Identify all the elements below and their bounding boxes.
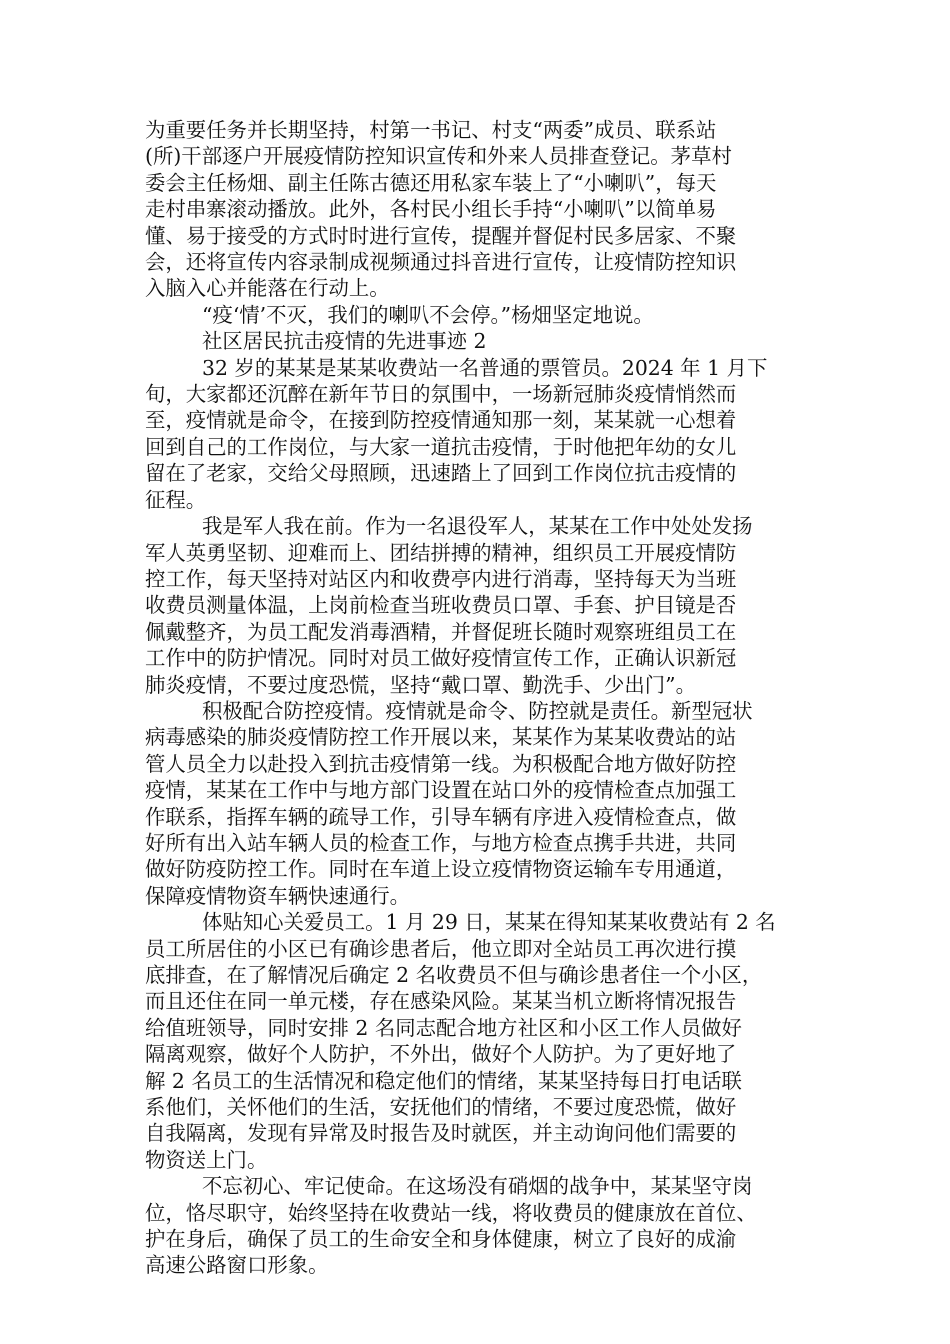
text-line: 走村串寨滚动播放。此外，各村民小组长手持“小喇叭”以简单易 (145, 197, 717, 222)
text-line: 收费员测量体温，上岗前检查当班收费员口罩、手套、护目镜是否 (145, 593, 737, 618)
paragraph-p6 (145, 698, 825, 909)
text-line: 不忘初心、牢记使命。在这场没有硝烟的战争中，某某坚守岗 (202, 1174, 753, 1199)
text-line: 控工作，每天坚持对站区内和收费亭内进行消毒，坚持每天为当班 (145, 566, 737, 591)
text-line: 留在了老家，交给父母照顾，迅速踏上了回到工作岗位抗击疫情的 (145, 461, 737, 486)
text-line: 而且还住在同一单元楼，存在感染风险。某某当机立断将情况报告 (145, 989, 737, 1014)
text-line: 疫情，某某在工作中与地方部门设置在站口外的疫情检查点加强工 (145, 778, 737, 803)
text-line: 懂、易于接受的方式时时进行宣传，提醒并督促村民多居家、不聚 (145, 223, 737, 248)
text-line: 员工所居住的小区已有确诊患者后，他立即对全站员工再次进行摸 (145, 936, 737, 961)
text-line: 32 岁的某某是某某收费站一名普通的票管员。2024 年 1 月下 (202, 355, 768, 380)
text-line: 保障疫情物资车辆快速通行。 (145, 883, 411, 908)
paragraph-p4 (145, 355, 825, 513)
paragraph-p7 (145, 909, 825, 1173)
text-line: (所)干部逐户开展疫情防控知识宣传和外来人员排查登记。茅草村 (145, 144, 732, 169)
text-line: 给值班领导，同时安排 2 名同志配合地方社区和小区工作人员做好 (145, 1015, 742, 1040)
text-line: 我是军人我在前。作为一名退役军人，某某在工作中处处发扬 (202, 514, 753, 539)
text-line: 积极配合防控疫情。疫情就是命令、防控就是责任。新型冠状 (202, 698, 753, 723)
text-line: 物资送上门。 (145, 1147, 268, 1172)
text-line: 系他们，关怀他们的生活，安抚他们的情绪，不要过度恐慌，做好 (145, 1095, 737, 1120)
text-line: 会，还将宣传内容录制成视频通过抖音进行宣传，让疫情防控知识 (145, 250, 737, 275)
document-body-text (145, 117, 825, 1279)
text-line: 旬，大家都还沉醉在新年节日的氛围中，一场新冠肺炎疫情悄然而 (145, 382, 737, 407)
text-line: 为重要任务并长期坚持，村第一书记、村支“两委”成员、联系站 (145, 118, 717, 142)
text-line: 工作中的防护情况。同时对员工做好疫情宣传工作，正确认识新冠 (145, 646, 737, 671)
text-line: 护在身后，确保了员工的生命安全和身体健康，树立了良好的成渝 (145, 1227, 737, 1252)
text-line: 好所有出入站车辆人员的检查工作，与地方检查点携手共进，共同 (145, 830, 737, 855)
text-line: “疫‘情’不灭，我们的喇叭不会停。”杨畑坚定地说。 (202, 302, 654, 327)
paragraph-p3 (145, 328, 825, 354)
text-line: 肺炎疫情，不要过度恐慌，坚持“戴口罩、勤洗手、少出门”。 (145, 672, 697, 697)
text-line: 底排查，在了解情况后确定 2 名收费员不但与确诊患者住一个小区， (145, 963, 763, 987)
text-line: 解 2 名员工的生活情况和稳定他们的情绪，某某坚持每日打电话联 (145, 1068, 742, 1093)
text-line: 佩戴整齐，为员工配发消毒酒精，并督促班长随时观察班组员工在 (145, 619, 737, 644)
text-line: 体贴知心关爱员工。1 月 29 日，某某在得知某某收费站有 2 名 (202, 910, 776, 935)
paragraph-p5 (145, 513, 825, 698)
text-line: 至，疫情就是命令，在接到防控疫情通知那一刻，某某就一心想着 (145, 408, 737, 433)
text-line: 自我隔离，发现有异常及时报告及时就医，并主动询问他们需要的 (145, 1121, 737, 1146)
text-line: 位，恪尽职守，始终坚持在收费站一线，将收费员的健康放在首位、 (145, 1200, 757, 1225)
paragraph-p2 (145, 302, 825, 328)
paragraph-p1 (145, 117, 825, 302)
text-line: 做好防疫防控工作。同时在车道上设立疫情物资运输车专用通道， (145, 857, 737, 882)
text-line: 征程。 (145, 487, 207, 512)
text-line: 隔离观察，做好个人防护，不外出，做好个人防护。为了更好地了 (145, 1042, 737, 1067)
text-line: 作联系，指挥车辆的疏导工作，引导车辆有序进入疫情检查点，做 (145, 804, 737, 829)
text-line: 军人英勇坚韧、迎难而上、团结拼搏的精神，组织员工开展疫情防 (145, 540, 737, 565)
paragraph-p8 (145, 1173, 825, 1279)
text-line: 管人员全力以赴投入到抗击疫情第一线。为积极配合地方做好防控 (145, 751, 737, 776)
text-line: 入脑入心并能落在行动上。 (145, 276, 390, 301)
text-line: 高速公路窗口形象。 (145, 1253, 329, 1278)
text-line: 病毒感染的肺炎疫情防控工作开展以来，某某作为某某收费站的站 (145, 725, 737, 750)
text-line: 社区居民抗击疫情的先进事迹 2 (202, 329, 487, 354)
text-line: 回到自己的工作岗位，与大家一道抗击疫情，于时他把年幼的女儿 (145, 434, 737, 459)
text-line: 委会主任杨畑、副主任陈古德还用私家车装上了“小喇叭”，每天 (145, 170, 717, 195)
